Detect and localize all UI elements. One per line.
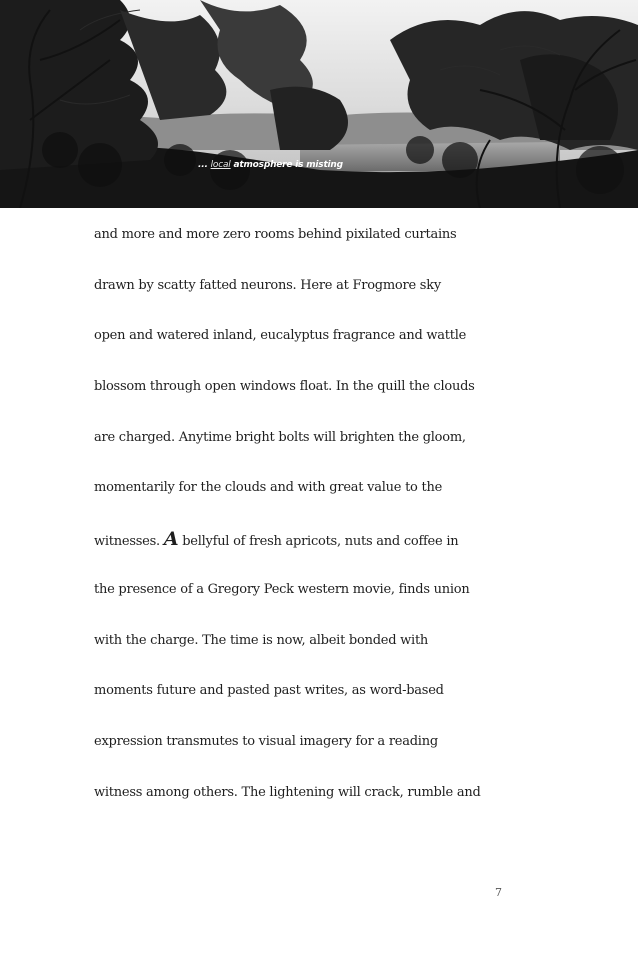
text-line: are charged. Anytime bright bolts will brighten the gloom, — [94, 429, 466, 445]
text-line — [94, 529, 564, 580]
page-number: 7 — [495, 886, 502, 899]
text-line: blossom through open windows float. In the quill the clouds — [94, 379, 475, 395]
text-line: and more and more zero rooms behind pixilated curtains — [94, 227, 457, 242]
text-line: drawn by scatty fatted neurons. Here at Frogmore sky — [94, 277, 441, 293]
text-line: moments future and pasted past writes, as word-based — [94, 683, 444, 699]
landscape-image — [0, 0, 638, 208]
text-line: witness among others. The lightening will crack, rumble and — [94, 784, 481, 800]
text-segment: bellyful of fresh apricots, nuts and coffee in — [182, 534, 459, 550]
text-segment: witnesses. — [94, 534, 160, 550]
body-text — [94, 225, 564, 833]
caption-link[interactable]: local — [210, 160, 231, 170]
text-line: momentarily for the clouds and with great value to the — [94, 480, 443, 496]
caption-text: atmosphere is misting — [233, 160, 343, 170]
emphasized-initial: A — [163, 528, 179, 551]
image-caption — [198, 160, 343, 170]
header-landscape-photo — [0, 0, 638, 208]
text-line: the presence of a Gregory Peck western movie, finds union — [94, 581, 470, 597]
text-line: with the charge. The time is now, albeit bonded with — [94, 632, 429, 648]
caption-prefix: ... — [198, 160, 208, 170]
text-line: open and watered inland, eucalyptus fragrance and wattle — [94, 328, 467, 344]
text-line: expression transmutes to visual imagery for a reading — [94, 733, 438, 749]
